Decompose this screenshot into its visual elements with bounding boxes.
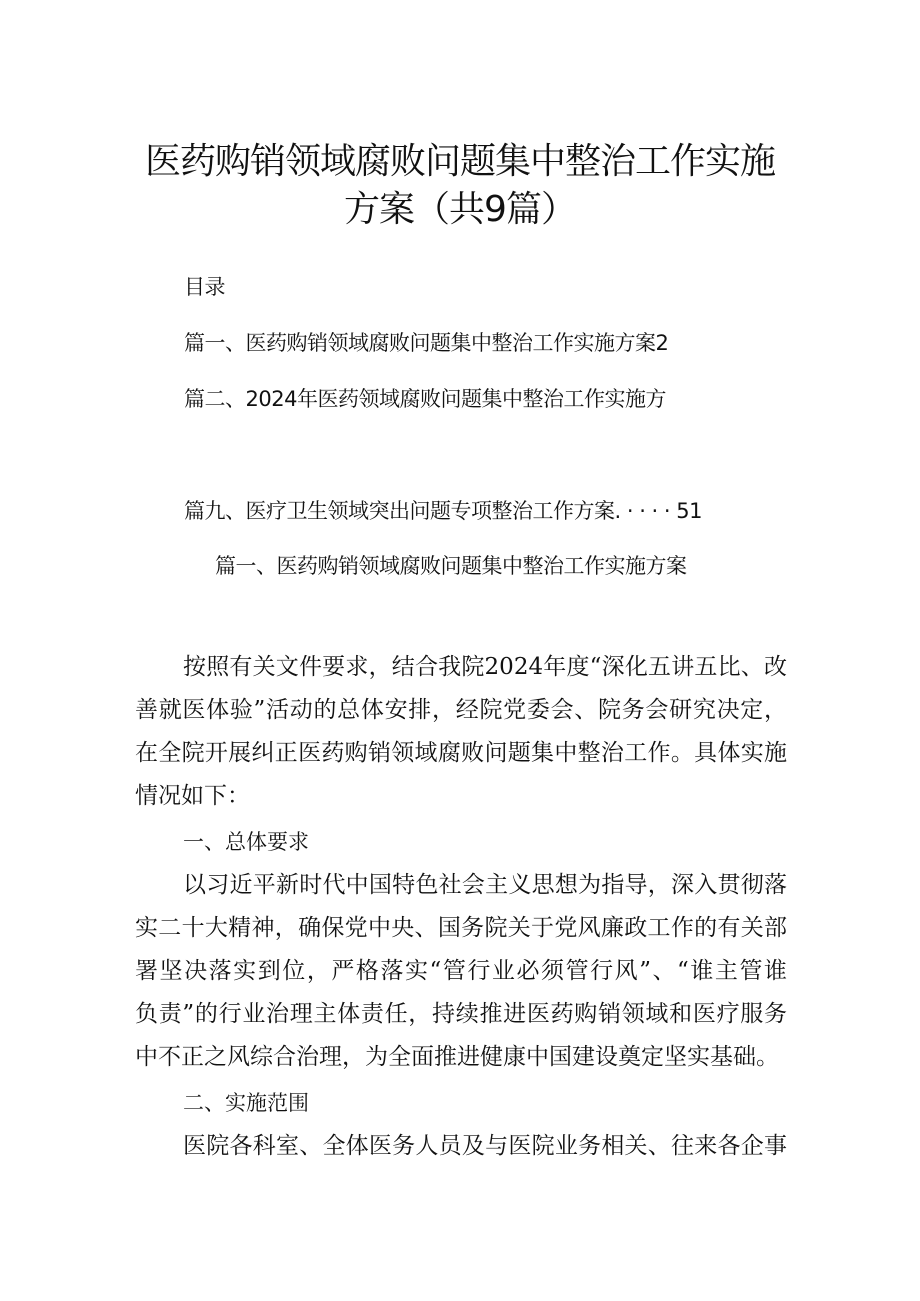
document-title-line-1: 医药购销领域腐败问题集中整治工作实施 <box>144 141 775 182</box>
section-heading: 一、总体要求 <box>183 830 309 854</box>
paragraph-line: 以习近平新时代中国特色社会主义思想为指导，深入贯彻落 <box>183 872 787 898</box>
toc-entry[interactable]: 篇九、医疗卫生领域突出问题专项整治工作方案. · · · · 51 <box>184 499 702 523</box>
paragraph-line: 善就医体验”活动的总体安排，经院党委会、院务会研究决定， <box>135 697 787 723</box>
paragraph-line: 医院各科室、全体医务人员及与医院业务相关、往来各企事 <box>183 1133 787 1159</box>
toc-heading: 目录 <box>184 275 225 299</box>
paragraph-line: 实二十大精神，确保党中央、国务院关于党风廉政工作的有关部 <box>135 915 787 941</box>
paragraph-line: 在全院开展纠正医药购销领域腐败问题集中整治工作。具体实施 <box>135 740 787 766</box>
section-heading: 二、实施范围 <box>183 1091 309 1115</box>
paragraph-line: 按照有关文件要求，结合我院2024年度“深化五讲五比、改 <box>183 654 787 680</box>
paragraph-line: 署坚决落实到位，严格落实“管行业必须管行风”、“谁主管谁 <box>135 958 787 984</box>
toc-entry[interactable]: 篇二、2024年医药领域腐败问题集中整治工作实施方 <box>184 387 666 411</box>
paragraph-line: 负责”的行业治理主体责任，持续推进医药购销领域和医疗服务 <box>135 1001 787 1027</box>
paragraph-line: 情况如下： <box>135 783 250 809</box>
section-title: 篇一、医药购销领域腐败问题集中整治工作实施方案 <box>215 554 687 578</box>
document-title-line-2: 方案（共9篇） <box>344 189 576 230</box>
paragraph-line: 中不正之风综合治理，为全面推进健康中国建设奠定坚实基础。 <box>135 1044 779 1070</box>
toc-entry[interactable]: 篇一、医药购销领域腐败问题集中整治工作实施方案2 <box>184 331 669 355</box>
